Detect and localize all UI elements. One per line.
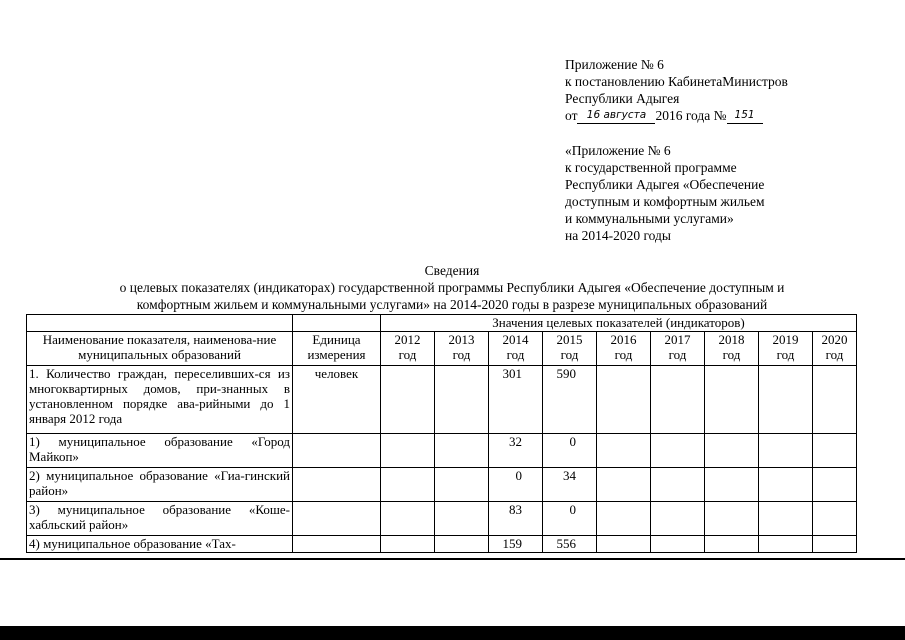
value-cell: 0	[489, 468, 543, 502]
unit-cell: человек	[293, 366, 381, 434]
appendix-number: Приложение № 6	[565, 57, 664, 72]
year-header	[651, 332, 705, 366]
indicators-table	[26, 314, 857, 553]
year-suffix: год	[398, 347, 417, 362]
value-cell: 83	[489, 502, 543, 536]
year-suffix: год	[776, 347, 795, 362]
indicator-name: 3) муниципальное образование «Коше-хабльский район»	[27, 502, 293, 536]
year-header	[813, 332, 857, 366]
year-suffix: год	[560, 347, 579, 362]
value-cell	[651, 366, 705, 434]
year-label: 2013	[448, 332, 475, 347]
year-label: 2019	[772, 332, 799, 347]
value-cell	[597, 502, 651, 536]
year-label: 2018	[718, 332, 745, 347]
unit-cell	[293, 536, 381, 553]
number-blank	[727, 109, 763, 124]
year-label: 2017	[664, 332, 691, 347]
value-cell	[597, 468, 651, 502]
year-label: 2012	[394, 332, 421, 347]
empty-cell	[293, 315, 381, 332]
value-cell	[597, 536, 651, 553]
indicator-name: 2) муниципальное образование «Гиа-гинский район»	[27, 468, 293, 502]
title-line-3: комфортным жильем и коммунальными услугами» на 2014-2020 годы в разрезе муниципальных образований	[136, 297, 768, 312]
value-cell	[759, 502, 813, 536]
appendix-header	[565, 56, 788, 244]
value-cell	[813, 366, 857, 434]
appendix-date-line	[565, 107, 788, 124]
value-cell: 159	[489, 536, 543, 553]
appendix-republic: Республики Адыгея	[565, 91, 680, 106]
value-cell	[435, 536, 489, 553]
year-header	[489, 332, 543, 366]
year-suffix: год	[722, 347, 741, 362]
title-heading: Сведения	[424, 263, 480, 278]
value-cell	[381, 434, 435, 468]
from-label: от	[565, 108, 578, 123]
value-cell: 34	[543, 468, 597, 502]
value-cell	[813, 536, 857, 553]
value-cell	[705, 536, 759, 553]
value-cell	[435, 366, 489, 434]
value-cell	[705, 434, 759, 468]
value-cell	[759, 366, 813, 434]
date-blank	[577, 109, 655, 124]
value-cell	[813, 502, 857, 536]
value-cell	[651, 468, 705, 502]
unit-cell	[293, 502, 381, 536]
indicator-name: 1. Количество граждан, переселивших-ся из многоквартирных домов, при-знанных в установленном порядке ава-рийными до 1 января 2012 года	[27, 366, 293, 434]
inner-appendix-line2: к государственной программе	[565, 160, 737, 175]
year-label: 2014	[502, 332, 529, 347]
value-cell	[381, 468, 435, 502]
value-cell	[651, 502, 705, 536]
value-cell	[597, 434, 651, 468]
table-row	[27, 366, 857, 434]
inner-appendix-line6: на 2014-2020 годы	[565, 228, 671, 243]
value-cell	[705, 366, 759, 434]
value-cell: 0	[543, 502, 597, 536]
value-cell: 590	[543, 366, 597, 434]
year-header	[597, 332, 651, 366]
table-row	[27, 468, 857, 502]
value-cell	[705, 468, 759, 502]
year-header	[705, 332, 759, 366]
value-cell: 301	[489, 366, 543, 434]
year-header	[543, 332, 597, 366]
table-row	[27, 434, 857, 468]
table-row	[27, 502, 857, 536]
unit-cell	[293, 434, 381, 468]
value-cell: 556	[543, 536, 597, 553]
value-cell	[705, 502, 759, 536]
col-header-unit: Единица измерения	[293, 332, 381, 366]
year-header	[759, 332, 813, 366]
unit-cell	[293, 468, 381, 502]
group-header: Значения целевых показателей (индикаторов)	[381, 315, 857, 332]
indicator-name: 1) муниципальное образование «Город Майкоп»	[27, 434, 293, 468]
value-cell: 0	[543, 434, 597, 468]
title-line-2: о целевых показателях (индикаторах) государственной программы Республики Адыгея «Обеспечение доступным и	[119, 280, 785, 295]
value-cell: 32	[489, 434, 543, 468]
value-cell	[813, 434, 857, 468]
column-header-row	[27, 332, 857, 366]
inner-appendix-number: «Приложение № 6	[565, 143, 671, 158]
value-cell	[597, 366, 651, 434]
empty-cell	[27, 315, 293, 332]
value-cell	[759, 434, 813, 468]
value-cell	[651, 434, 705, 468]
value-cell	[435, 468, 489, 502]
handwritten-number: 151	[734, 109, 755, 121]
col-header-name: Наименование показателя, наименова-ние муниципальных образований	[27, 332, 293, 366]
value-cell	[759, 468, 813, 502]
table-row	[27, 536, 857, 553]
indicator-name: 4) муниципальное образование «Тах-	[27, 536, 293, 553]
inner-appendix-line5: и коммунальными услугами»	[565, 211, 734, 226]
table-cut-line	[0, 558, 905, 560]
value-cell	[381, 502, 435, 536]
value-cell	[435, 502, 489, 536]
value-cell	[435, 434, 489, 468]
year-header	[435, 332, 489, 366]
year-label: 2015	[556, 332, 583, 347]
value-cell	[381, 366, 435, 434]
page-bottom-bar	[0, 626, 905, 640]
year-suffix: год	[668, 347, 687, 362]
value-cell	[381, 536, 435, 553]
year-header	[381, 332, 435, 366]
handwritten-date: 16 августа	[586, 109, 647, 121]
value-cell	[759, 536, 813, 553]
inner-appendix-line4: доступным и комфортным жильем	[565, 194, 765, 209]
year-suffix: год	[825, 347, 844, 362]
document-title	[20, 262, 884, 313]
value-cell	[813, 468, 857, 502]
year-label: 2016	[610, 332, 637, 347]
year-suffix: год	[506, 347, 525, 362]
appendix-resolution: к постановлению КабинетаМинистров	[565, 74, 788, 89]
year-suffix: год	[614, 347, 633, 362]
group-header-row	[27, 315, 857, 332]
year-text: 2016 года №	[655, 108, 727, 123]
inner-appendix-line3: Республики Адыгея «Обеспечение	[565, 177, 765, 192]
year-suffix: год	[452, 347, 471, 362]
year-label: 2020	[821, 332, 848, 347]
value-cell	[651, 536, 705, 553]
